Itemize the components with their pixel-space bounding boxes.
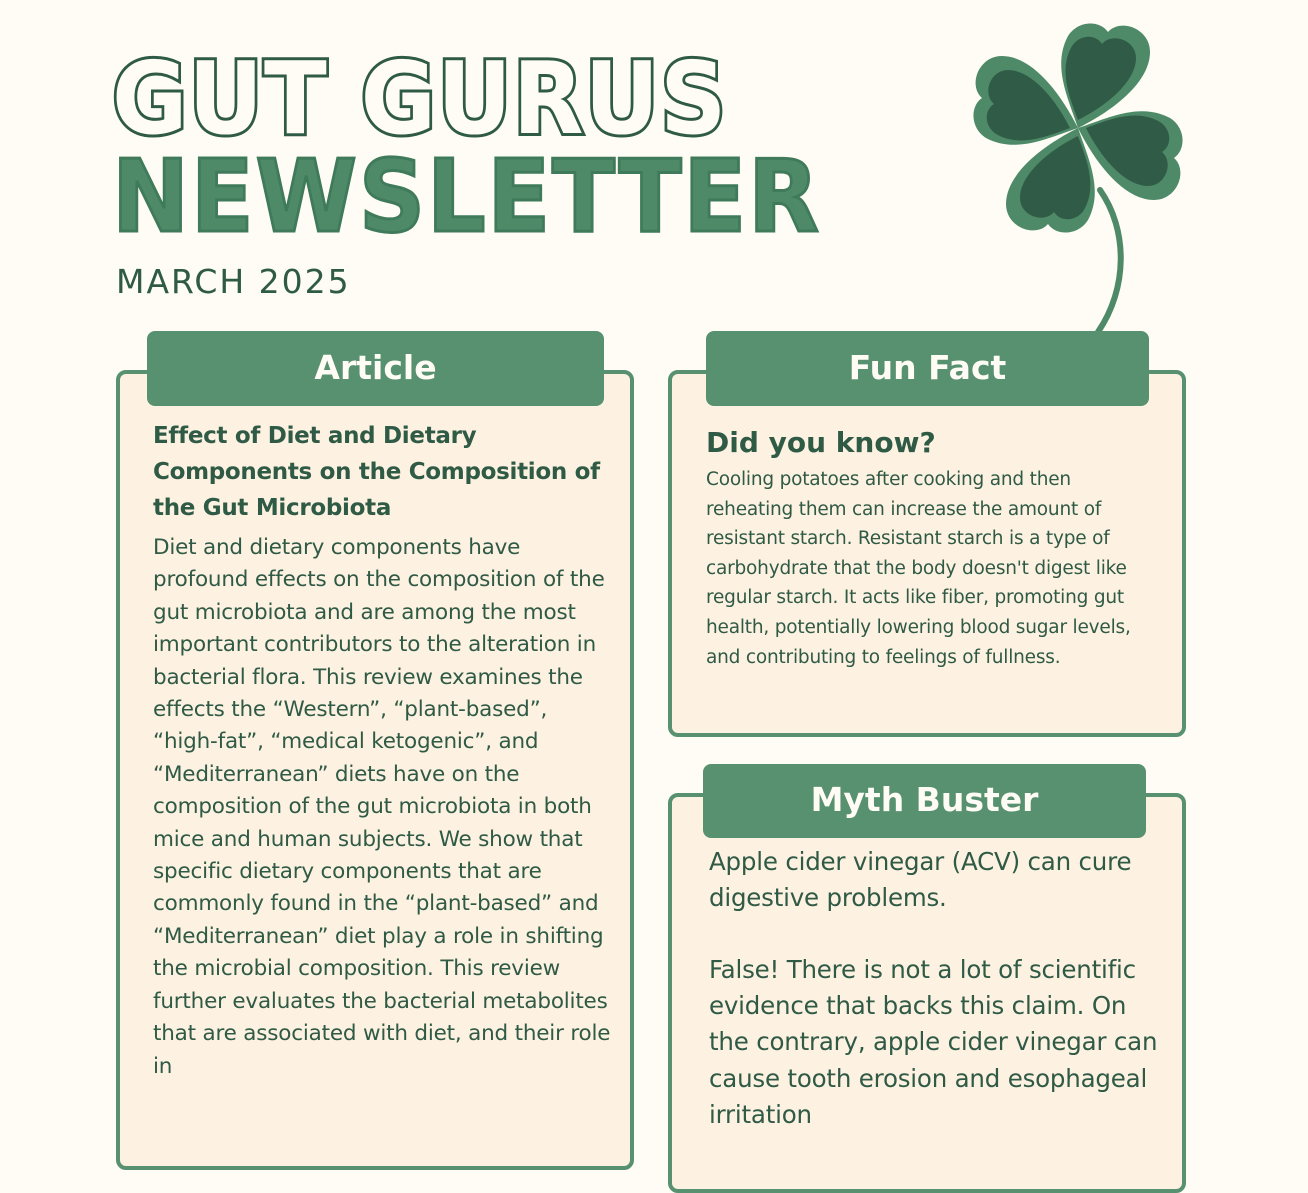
article-title: Effect of Diet and Dietary Components on the Composition of the Gut Microbiota	[153, 423, 600, 521]
fun-fact-heading: Did you know?	[706, 426, 936, 459]
fun-fact-body: Cooling potatoes after cooking and then reheating them can increase the amount of resistant starch. Resistant starch is a type of carbohydrate that the body doesn't digest like regular starch. It acts like fiber, promoting gut health, potentially lowering blood sugar levels, and contributing to feelings of fullness.	[706, 469, 1131, 668]
issue-date: MARCH 2025	[116, 262, 351, 301]
article-body: Diet and dietary components have profound effects on the composition of the gut microbiota and are among the most important contributors to the alteration in bacterial flora. This review examines the effects the “Western”, “plant-based”, “high-fat”, “medical ketogenic”, and “Mediterranean” diets have on the composition of the gut microbiota in both mice and human subjects. We show that specific dietary components that are commonly found in the “plant-based” and “Mediterranean” diet play a role in shifting the microbial composition. This review further evaluates the bacterial metabolites that are associated with diet, and their role in	[153, 535, 611, 1079]
myth-answer: False! There is not a lot of scientific evidence that backs this claim. On the contrary, apple cider vinegar can cause tooth erosion and esophageal irritation	[709, 955, 1158, 1129]
newsletter-subtitle: NEWSLETTER	[112, 138, 821, 255]
myth-buster-tab-label: Myth Buster	[703, 764, 1146, 838]
four-leaf-clover-icon	[960, 8, 1210, 338]
fun-fact-tab-label: Fun Fact	[706, 331, 1149, 406]
newsletter-title: GUT GURUS	[112, 40, 728, 157]
myth-claim: Apple cider vinegar (ACV) can cure digestive problems.	[709, 847, 1132, 913]
article-tab-label: Article	[147, 331, 604, 406]
